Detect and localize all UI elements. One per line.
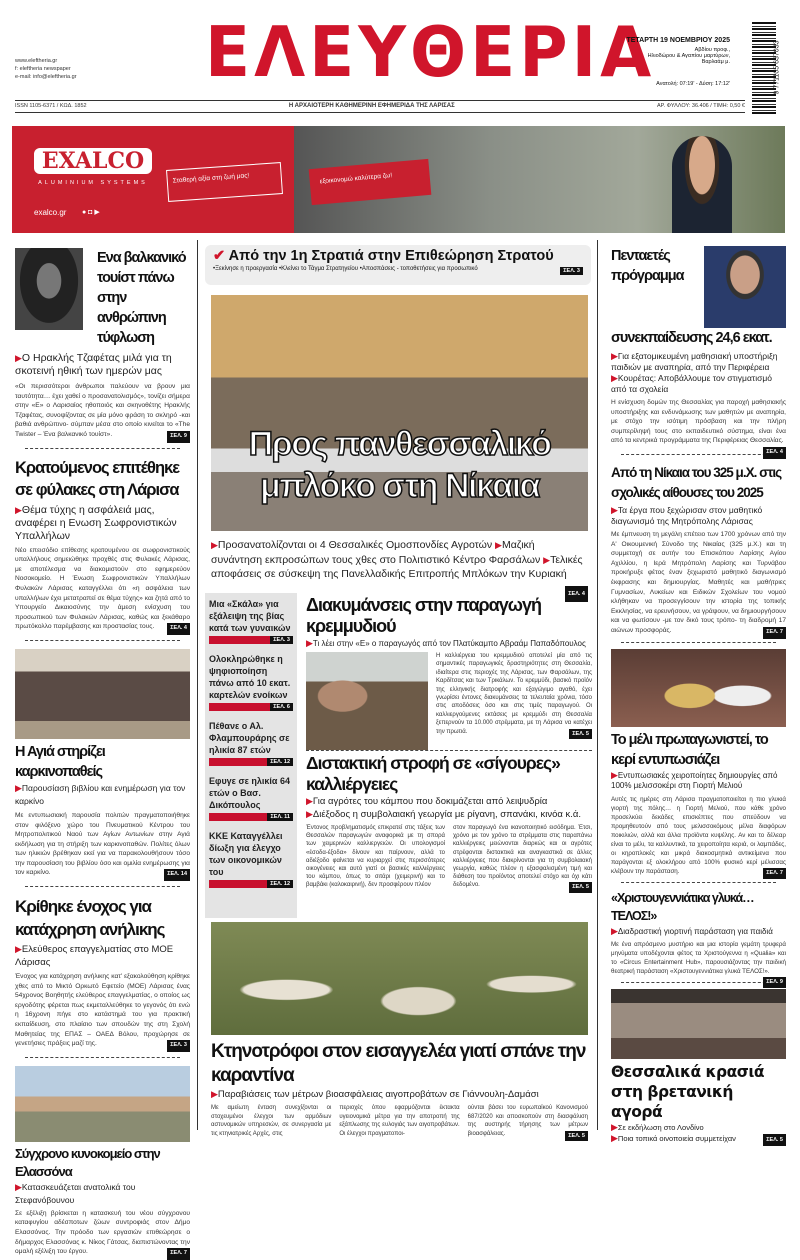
- article-body: Έντονος προβληματισμός επικρατεί στις τάξεις των Θεσσαλών παραγωγών αναφορικά με τη σπορά των χειμερινών καλλιεργειών. Οι υπολογισμοί «έσοδα-έξοδα» δίνουν και παίρνουν, αλλά το αδιέξοδο φαίνεται να κυριαρχεί στις περισσότερες οικογένειες και αυτό γιατί οι βασικές καλλιέργειες του κάμπου, όπως το σιτάρι (χειμερινή) και το βαμβάκι (καλοκαιρινή), δεν προσφέρουν πλέον: [306, 825, 445, 889]
- briefs-sidebar: [205, 593, 297, 918]
- nameday: Ηλιοδώρου & Αγαπίου μαρτύρων,: [647, 53, 730, 59]
- brief-page-bar: [209, 880, 293, 888]
- article-subtitle: ▶Ο Ηρακλής Τζαφέτας μιλά για τη σκοτεινή ηθική των ημερών μας: [15, 352, 172, 377]
- top-story-title: Από την 1η Στρατιά στην Επιθεώρηση Στρατού: [228, 248, 554, 264]
- nameday: Βαρλαάμ μ.: [701, 59, 730, 65]
- social-icons: ● ◘ ▶: [82, 209, 100, 216]
- page-ref[interactable]: ΣΕΛ. 4: [167, 623, 190, 635]
- wine-event-photo: [611, 989, 786, 1059]
- nameday: Αβδίου προφ.,: [694, 47, 730, 53]
- article-title[interactable]: Κρατούμενος επιτέθηκε σε φύλακες στη Λάρισα: [15, 458, 180, 499]
- page-ref[interactable]: ΣΕΛ. 4: [565, 586, 588, 603]
- lead-sub: Τελικές αποφάσεις σε σύσκεψη της Πανελλαδικής Επιτροπής Μπλόκων την Κυριακή: [211, 553, 583, 580]
- exalco-logo: EXALCO: [34, 148, 152, 174]
- lead-photo: [211, 295, 588, 531]
- date-block: [580, 37, 730, 87]
- article-body: Με εντυπωσιακή παρουσία πολιτών πραγματοποιήθηκε στον φιλόξενο χώρο του Πνευματικού Κέντρου του Μητροπολιτικού Ναού των Αγίων Αντωνίων στην Αγιά εκδήλωση για τη στήριξη των καρκινοπαθών. Πολίτες όλων των ηλικιών βρέθηκαν εκεί για να παρακολουθήσουν τόσο την παρουσίαση του βιβλίου όσο και ομιλία ενημέρωσης για τον καρκίνο.: [15, 811, 190, 877]
- masthead-logo: ΕΛΕΥΘΕΡΙΑ: [205, 12, 656, 93]
- subtitle-text: Θέμα τύχης η ασφάλειά μας, αναφέρει η Ενωση Σωφρονιστικών Υπαλλήλων: [15, 503, 177, 542]
- subtitle-text: Ο Ηρακλής Τζαφέτας μιλά για τη σκοτεινή ηθική των ημερών μας: [15, 352, 172, 377]
- article-title[interactable]: Από τη Νίκαια του 325 μ.Χ. στις σχολικές αίθουσες του 2025: [611, 464, 782, 500]
- page-ref[interactable]: ΣΕΛ. 3: [560, 267, 583, 275]
- contacts: [15, 57, 77, 81]
- ad-slogan-box: [166, 162, 283, 202]
- article-body: Με έμπνευση τη μεγάλη επέτειο των 1700 χρόνων από την Α' Οικουμενική Σύνοδο της Νικαίας (325 μ.Χ.) και τη συμμετοχή σε αυτήν του Επισκόπου Λαρίσης Αγίου Αχιλλίου, η Ιερά Μητρόπολη Λαρίσης και Τυρνάβου προκήρυξε φέτος έναν ξεχωριστό μαθητικό διαγωνισμό έκφρασης και δημιουργίας. Μαθητές και μαθήτριες Γυμνασίων, Λυκείων και Ειδικών Σχολείων του νομού κλήθηκαν να προσεγγίσουν την ιστορία της τοπικής Εκκλησίας, να ερευνήσουν, να γράψουν, να δημιουργήσουν και να φωτίσουν -με τον δικό τους τρόπο- τη διαδρομή 17 αιώνων προσφοράς.: [611, 530, 786, 634]
- page-ref[interactable]: ΣΕΛ. 5: [763, 1134, 786, 1146]
- article-body: Με αμείωτη ένταση συνεχίζονται οι στοχευμένοι έλεγχοι των αρμόδιων αστυνομικών υπηρεσιών, σε συνεργασία με τις κτηνιατρικές Αρχές, στις: [211, 1105, 332, 1137]
- brief-page-bar: [209, 758, 293, 766]
- article-title[interactable]: Διστακτική στροφή σε «σίγουρες» καλλιέργειες: [306, 753, 560, 794]
- brief-page-bar: [209, 636, 293, 644]
- tagline: Η ΑΡΧΑΙΟΤΕΡΗ ΚΑΘΗΜΕΡΙΝΗ ΕΦΗΜΕΡΙΔΑ ΤΗΣ ΛΑΡΙΣΑΣ: [288, 103, 455, 109]
- ad-site[interactable]: exalco.gr: [34, 208, 67, 217]
- exalco-ad[interactable]: [12, 126, 785, 233]
- kennel-photo: [15, 1066, 190, 1142]
- sunrise-sunset: Ανατολή: 07:19' - Δύση: 17:12': [656, 81, 730, 87]
- subtitle-text: Κουρέτας: Αποβάλλουμε τον στιγματισμό από τα σχολεία: [611, 373, 772, 394]
- page-ref[interactable]: ΣΕΛ. 5: [569, 729, 592, 739]
- subtitle-text: Τα έργα που ξεχώρισαν στον μαθητικό διαγωνισμό της Μητρόπολης Λάρισας: [611, 504, 763, 526]
- brief-text: Ολοκληρώθηκε η ψηφιοποίηση πάνω από 10 εκατ. καρτελών ενοίκων: [209, 654, 291, 700]
- page-ref[interactable]: ΣΕΛ. 3: [167, 1040, 190, 1052]
- tzafetas-photo: [15, 248, 83, 330]
- article-body: Με ένα απρόσμενο μυστήριο και μια ιστορία γεμάτη τρυφερά μηνύματα υποδέχονται φέτος τα Χριστούγεννα η «Qualia» και το «Circus Entertainment Hub», παρουσιάζοντας την παιδική θεατρική παράσταση «Χριστουγεννιάτικα γλυκά ΤΕΛΟΣ!».: [611, 940, 786, 975]
- page-ref[interactable]: ΣΕΛ. 14: [164, 869, 190, 881]
- subtitle-text: Ποια τοπικά οινοποιεία συμμετείχαν: [617, 1133, 736, 1143]
- article-body: Ένοχος για κατάχρηση ανήλικης κατ' εξακολούθηση κρίθηκε χθες από το Μικτό Ορκωτό Εφετείο (ΜΟΕ) Λάρισας ένας 54χρονος Βοηθητής ελεύθερος επαγγελματίας, ο οποίος ως εργοδότης φέρεται πως εκμεταλλεύθηκε το γεγονός ότι ενώ η 16χρονη πήγε στο κατάστημά του για πρακτική εκπαίδευση, στο πλαίσιο των σπουδών της στη Σχολή Μαθητείας της ΕΠΑΣ – ΟΑΕΔ Βόλου, προχώρησε σε γενετήσιες πράξεις μαζί της.: [15, 973, 190, 1048]
- subtitle-text: Τι λέει στην «Ε» ο παραγωγός από τον Πλατύκαμπο Αβραάμ Παπαδόπουλος: [312, 639, 586, 648]
- page-ref[interactable]: ΣΕΛ. 7: [763, 868, 786, 879]
- article-body: στον παραγωγό ένα ικανοποιητικό εισόδημα. Έτσι, χρόνο με τον χρόνο τα στρέμματα στις παραπάνω καλλιέργειες μειώνονται διαρκώς και οι αγρότες στρέφονται διστακτικά και αναγκαστικά σε άλλες καλλιέργειες που διακρίνονται για τη συμβολαιακή γεωργία, καθώς πλέον η εξασφαλισμένη τιμή και διάθεση του προϊόντος αποτελεί στόχο και όχι κάτι δεδομένο.: [453, 825, 592, 889]
- brief-text: Μια «Σκάλα» για εξάλειψη της βίας κατά των γυναικών: [209, 599, 291, 633]
- article-title[interactable]: Διακυμάνσεις στην παραγωγή κρεμμυδιού: [306, 595, 541, 636]
- top-story-box[interactable]: [205, 245, 591, 285]
- honey-candles-photo: [611, 649, 786, 727]
- subtitle-text: Εντυπωσιακές χειροποίητες δημιουργίες από 100% μελισσοκέρι στη Γιορτή Μελιού: [611, 770, 778, 790]
- masthead-strip: [15, 103, 745, 109]
- page-ref[interactable]: ΣΕΛ. 11: [267, 813, 293, 821]
- brief-page-bar: [209, 813, 293, 821]
- page-ref[interactable]: ΣΕΛ. 9: [167, 431, 190, 443]
- article-title[interactable]: Κρίθηκε ένοχος για κατάχρηση ανήλικης: [15, 897, 165, 940]
- article-body: ούνται βάσει του ευρωπαϊκού Κανονισμού 687/2020 και αποσκοπούν στη διασφάλιση της αυστηρής τήρησης των μέτρων βιοασφάλειας.: [467, 1105, 588, 1137]
- article-title[interactable]: Πενταετές πρόγραμμα συνεκπαίδευσης 24,6 εκατ.: [611, 248, 772, 346]
- facebook-link[interactable]: f: eleftheria newspaper: [15, 66, 71, 72]
- lead-sub: Μαζική συνάντηση εκπροσώπων τους χθες στο Πολιτιστικό Κέντρο Φαρσάλων: [211, 539, 541, 566]
- article-body: Νέο επεισόδιο επίθεσης κρατουμένου σε σωφρονιστικούς υπαλλήλους σημειώθηκε προχθές στις Φυλακές Λάρισας, με αποτέλεσμα να διακομιστούν στο εφημερεύον Νοσοκομείο. Η Ένωση Σωφρονιστικών Υπαλλήλων Φυλακών Λάρισας καταγγέλλει ότι «η ασφάλεια των υπαλλήλων έχει μετατραπεί σε θέμα τύχης» και ζητά από το Υπουργείο Δικαιοσύνης την άμεση ενίσχυση του προσωπικού των Φυλακών Λάρισας, καθώς και ξεκάθαρο πρωτόκολλο παρέμβασης και προστασίας τους.: [15, 546, 190, 631]
- page-ref[interactable]: ΣΕΛ. 3: [270, 636, 293, 644]
- page-ref[interactable]: ΣΕΛ. 9: [763, 977, 786, 988]
- ad-slogan: Σταθερή αξία στη ζωή μας!: [172, 172, 250, 185]
- brief-text: Εφυγε σε ηλικία 64 ετών ο Βασ. Δικόπουλος: [209, 776, 290, 810]
- brief-item[interactable]: [209, 653, 293, 711]
- lead-subtitles: ▶Προσανατολίζονται οι 4 Θεσσαλικές Ομοσπονδίες Αγροτών ▶Μαζική συνάντηση εκπροσώπων τους χθες στο Πολιτιστικό Κέντρο Φαρσάλων ▶Τελικές αποφάσεις σε σύσκεψη της Πανελλαδικής Επιτροπής Μπλόκων την Κυριακή ΣΕΛ. 4: [211, 538, 588, 602]
- issn: ISSN 1105-6371 / ΚΩΔ. 1852: [15, 103, 87, 109]
- page-ref[interactable]: ΣΕΛ. 12: [267, 880, 293, 888]
- subtitle-text: Σε εκδήλωση στο Λονδίνο: [617, 1122, 704, 1132]
- article-title[interactable]: Σύγχρονο κυνοκομείο στην Ελασσόνα: [15, 1145, 160, 1179]
- lead-sub: Προσανατολίζονται οι 4 Θεσσαλικές Ομοσπονδίες Αγροτών: [217, 539, 493, 551]
- issue-date: ΤΕΤΑΡΤΗ 19 ΝΟΕΜΒΡΙΟΥ 2025: [626, 37, 730, 44]
- email-link[interactable]: e-mail: info@eleftheria.gr: [15, 74, 77, 80]
- ad-slogan: εξοικονομώ καλύτερα ζω!: [319, 172, 393, 186]
- article-title[interactable]: Θεσσαλικά κρασιά στη βρετανική αγορά: [611, 1062, 765, 1121]
- page-ref[interactable]: ΣΕΛ. 4: [763, 447, 786, 459]
- article-body: Η ενίσχυση δομών της Θεσσαλίας για παροχή μαθησιακής υποστήριξης και ενδυνάμωσης των μαθητών με αναπηρία, με στόχο την ισότιμη πρόσβαση και την πλήρη συμπερίληψή τους στο εκπαιδευτικό σύστημα, είναι ένα από τα κεντρικά προγράμματα της Περιφέρειας Θεσσαλίας.: [611, 399, 786, 445]
- article-title[interactable]: Το μέλι πρωταγωνιστεί, το κερί εντυπωσιάζει: [611, 731, 768, 768]
- brief-item[interactable]: [209, 598, 293, 644]
- brief-item[interactable]: [209, 830, 293, 888]
- ad-man-photo: [672, 136, 732, 233]
- farmer-photo: [306, 652, 428, 750]
- brief-item[interactable]: [209, 720, 293, 766]
- article-body: «Οι περισσότεροι άνθρωποι παλεύουν να βρουν μια ταυτότητα… έχει χαθεί ο προσανατολισμός», τονίζει σήμερα στην «Ε» ο Λαρισαίος ηθοποιός και σκηνοθέτης Ηρακλής Τζαφέτας, συνοψίζοντας σε μία μόνο φράση το σκληρό -και βαθιά ανθρώπινο- σύμπαν μέσα στο οποίο κινείται το «The Twister – Ένα βαλκανικό τουίστ».: [15, 383, 190, 438]
- subtitle-text: Διαδραστική γιορτινή παράσταση για παιδιά: [617, 926, 773, 936]
- subtitle-text: Για εξατομικευμένη μαθησιακή υποστήριξη παιδιών με αναπηρία, από την Περιφέρεια: [611, 351, 778, 372]
- subtitle-text: Παραβιάσεις των μέτρων βιοασφάλειας αιγοπροβάτων σε Γιάννουλη-Δαμάσι: [217, 1089, 539, 1100]
- website-link[interactable]: www.eleftheria.gr: [15, 58, 58, 64]
- article-title[interactable]: Κτηνοτρόφοι στον εισαγγελέα γιατί σπάνε την καραντίνα: [211, 1041, 586, 1086]
- page-ref[interactable]: ΣΕΛ. 6: [270, 703, 293, 711]
- issue-price: ΑΡ. ΦΥΛΛΟΥ: 36.406 / ΤΙΜΗ: 0,50 €: [656, 103, 745, 109]
- page-ref[interactable]: ΣΕΛ. 5: [569, 882, 592, 892]
- agia-event-photo: [15, 649, 190, 739]
- page-ref[interactable]: ΣΕΛ. 5: [565, 1131, 588, 1142]
- article-body: Η καλλιέργεια του κρεμμυδιού αποτελεί μία από τις σημαντικές παραγωγικές δραστηριότητες στη Θεσσαλία, ιδιαίτερα στις περιοχές της Λάρισας, των Φαρσάλων, της Καρδίτσας και των Τρικάλων. Το κρεμμύδι, βασικό προϊόν της ελληνικής διατροφής και εξαγώγιμο αγαθό, έχει γνωρίσει έντονες διακυμάνσεις τα τελευταία χρόνια, τόσο στις αποδόσεις όσο και στις τιμές παραγωγού. Οι καλλιεργούμενες εκτάσεις με κρεμμύδι στη Θεσσαλία ξεπερνούν τα 10.000 στρέμματα, με τη Λάρισα να κατέχει την πρωτιά.: [436, 653, 592, 735]
- article-title[interactable]: «Χριστουγεννιάτικα γλυκά… ΤΕΛΟΣ!»: [611, 890, 754, 923]
- article-body: Σε εξέλιξη βρίσκεται η κατασκευή του νέου σύγχρονου καταφυγίου αδέσποτων ζώων συντροφιάς στον Δήμο Ελασσόνας. Την πρόοδο των εργασιών επιθεώρησε ο δήμαρχος Ελασσόνας κ. Νίκος Γάτσας, διαπιστώνοντας την ομαλή εξέλιξη του έργου.: [15, 1209, 190, 1256]
- article-body: περιοχές όπου εφαρμόζονται έκτακτα υγειονομικά μέτρα για την αποτροπή της εξάπλωσης της ευλογιάς των αιγοπροβάτων. Οι έλεγχοι πραγματοποι-: [339, 1105, 460, 1137]
- subtitle-text: Για αγρότες του κάμπου που δοκιμάζεται από λειψυδρία: [312, 796, 548, 807]
- check-icon: ✔: [213, 248, 226, 264]
- top-story-bullets: •Ξεκίνησε η προεργασία •Κλείνει το Τάγμα Στρατηγείου •Αποσπάσεις - τοποθετήσεις για προσωπικό: [213, 266, 478, 272]
- article-body: Αυτές τις ημέρες στη Λάρισα πραγματοποιείται η πιο γλυκιά γιορτή της πόλης… η Γιορτή Μελιού, που κάθε χρόνο προσελκύει δεκάδες επισκέπτες που σπεύδουν να προμηθευτούν από τους μελισσοκόμους μέλια διαφόρων ποικιλιών, αλλά και άλλα προϊόντα κυψέλης. Αν και το δέλεαρ είναι το μέλι, τα καλλυντικά, τα χειροποίητα κεριά, οι λαμπάδες, οι κηροπλοκές και μικρά διακοσμητικά αντικείμενα που παράγονται εξ ολοκλήρου από 100% φυσικό κερί μέλισσας κλέβουν την παράσταση.: [611, 795, 786, 875]
- page-ref[interactable]: ΣΕΛ. 12: [267, 758, 293, 766]
- article-title[interactable]: Ενα βαλκανικό τουίστ πάνω στην ανθρώπινη τύφλωση: [97, 250, 186, 346]
- kouretas-photo: [704, 246, 786, 328]
- barcode-number: 9 771105 637033: [773, 40, 781, 95]
- ad-tagline: ALUMINIUM SYSTEMS: [38, 180, 148, 186]
- brief-page-bar: [209, 703, 293, 711]
- subtitle-text: Ελεύθερος επαγγελματίας στο ΜΟΕ Λάρισας: [15, 944, 174, 969]
- page-ref[interactable]: ΣΕΛ. 7: [167, 1248, 190, 1260]
- brief-text: ΚΚΕ Καταγγέλλει δίωξη για έλεγχο των οικονομικών του: [209, 831, 283, 877]
- sheep-photo: [211, 922, 588, 1035]
- subtitle-text: Διέξοδος η συμβολαιακή γεωργία με ρίγανη, σπανάκι, κινόα κ.ά.: [312, 809, 581, 820]
- brief-item[interactable]: [209, 775, 293, 821]
- brief-text: Πέθανε ο Αλ. Φλαμπουράρης σε ηλικία 87 ετών: [209, 721, 290, 755]
- subtitle-text: Κατασκευάζεται ανατολικά του Στεφανόβουνου: [15, 1181, 136, 1205]
- lead-headline[interactable]: Προς πανθεσσαλικό μπλόκο στη Νίκαια: [248, 425, 551, 505]
- subtitle-text: Παρουσίαση βιβλίου και ενημέρωση για τον καρκίνο: [15, 782, 186, 806]
- article-title[interactable]: Η Αγιά στηρίζει καρκινοπαθείς: [15, 743, 105, 780]
- page-ref[interactable]: ΣΕΛ. 7: [763, 627, 786, 639]
